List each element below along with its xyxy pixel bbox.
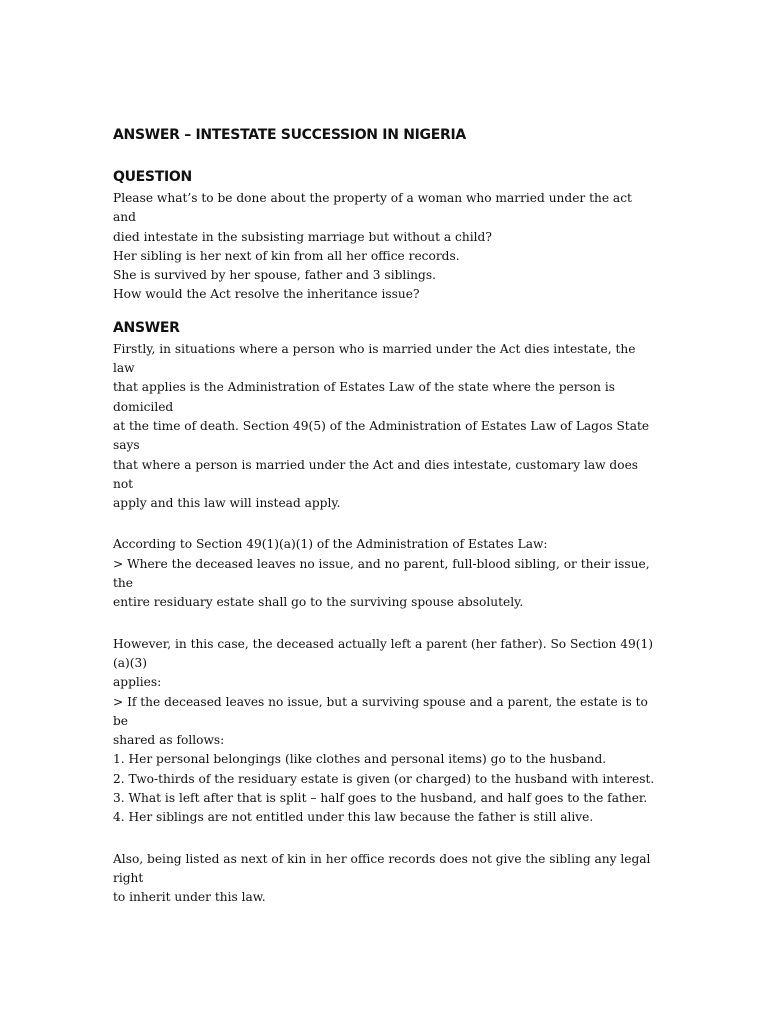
answer-line: at the time of death. Section 49(5) of the Administration of Estates Law of Lagos State says (113, 418, 650, 453)
document-title: ANSWER – INTESTATE SUCCESSION IN NIGERIA (113, 127, 466, 143)
answer-line: that where a person is married under the Act and dies intestate, customary law does not (113, 457, 639, 491)
answer-line: > Where the deceased leaves no issue, and no parent, full-blood sibling, or their issue, the (113, 556, 650, 591)
answer-line: According to Section 49(1)(a)(1) of the Administration of Estates Law: (113, 537, 548, 552)
answer-paragraph-1 (113, 340, 658, 514)
list-item: 3. What is left after that is split – half goes to the husband, and half goes to the father. (113, 791, 648, 806)
question-line: Her sibling is her next of kin from all her office records. (113, 248, 460, 263)
answer-line: apply and this law will instead apply. (113, 496, 341, 511)
question-heading: QUESTION (113, 169, 192, 185)
question-line: died intestate in the subsisting marriage but without a child? (113, 229, 492, 244)
document-page (113, 122, 658, 908)
answer-line: entire residuary estate shall go to the surviving spouse absolutely. (113, 595, 524, 610)
answer-paragraph-4 (113, 850, 658, 908)
answer-paragraph-2 (113, 535, 658, 612)
question-body (113, 189, 658, 305)
answer-line: shared as follows: (113, 733, 225, 748)
question-line: Please what’s to be done about the property of a woman who married under the act and (113, 191, 632, 225)
answer-line: > If the deceased leaves no issue, but a surviving spouse and a parent, the estate is to be (113, 694, 648, 728)
list-item: 2. Two-thirds of the residuary estate is given (or charged) to the husband with interest. (113, 771, 655, 786)
answer-heading: ANSWER (113, 319, 180, 336)
list-item: 1. Her personal belongings (like clothes and personal items) go to the husband. (113, 752, 607, 767)
question-line: How would the Act resolve the inheritance issue? (113, 287, 420, 302)
list-item: 4. Her siblings are not entitled under this law because the father is still alive. (113, 810, 594, 825)
answer-paragraph-3 (113, 635, 658, 828)
question-line: She is survived by her spouse, father and 3 siblings. (113, 268, 436, 283)
answer-line: that applies is the Administration of Estates Law of the state where the person is domiciled (113, 380, 616, 414)
answer-line: Also, being listed as next of kin in her office records does not give the sibling any legal right (113, 851, 651, 885)
answer-line: Firstly, in situations where a person who is married under the Act dies intestate, the law (113, 341, 636, 376)
answer-line: applies: (113, 675, 162, 690)
answer-line: to inherit under this law. (113, 890, 266, 905)
answer-line: However, in this case, the deceased actually left a parent (her father). So Section 49(1)(a)(3) (113, 636, 654, 670)
